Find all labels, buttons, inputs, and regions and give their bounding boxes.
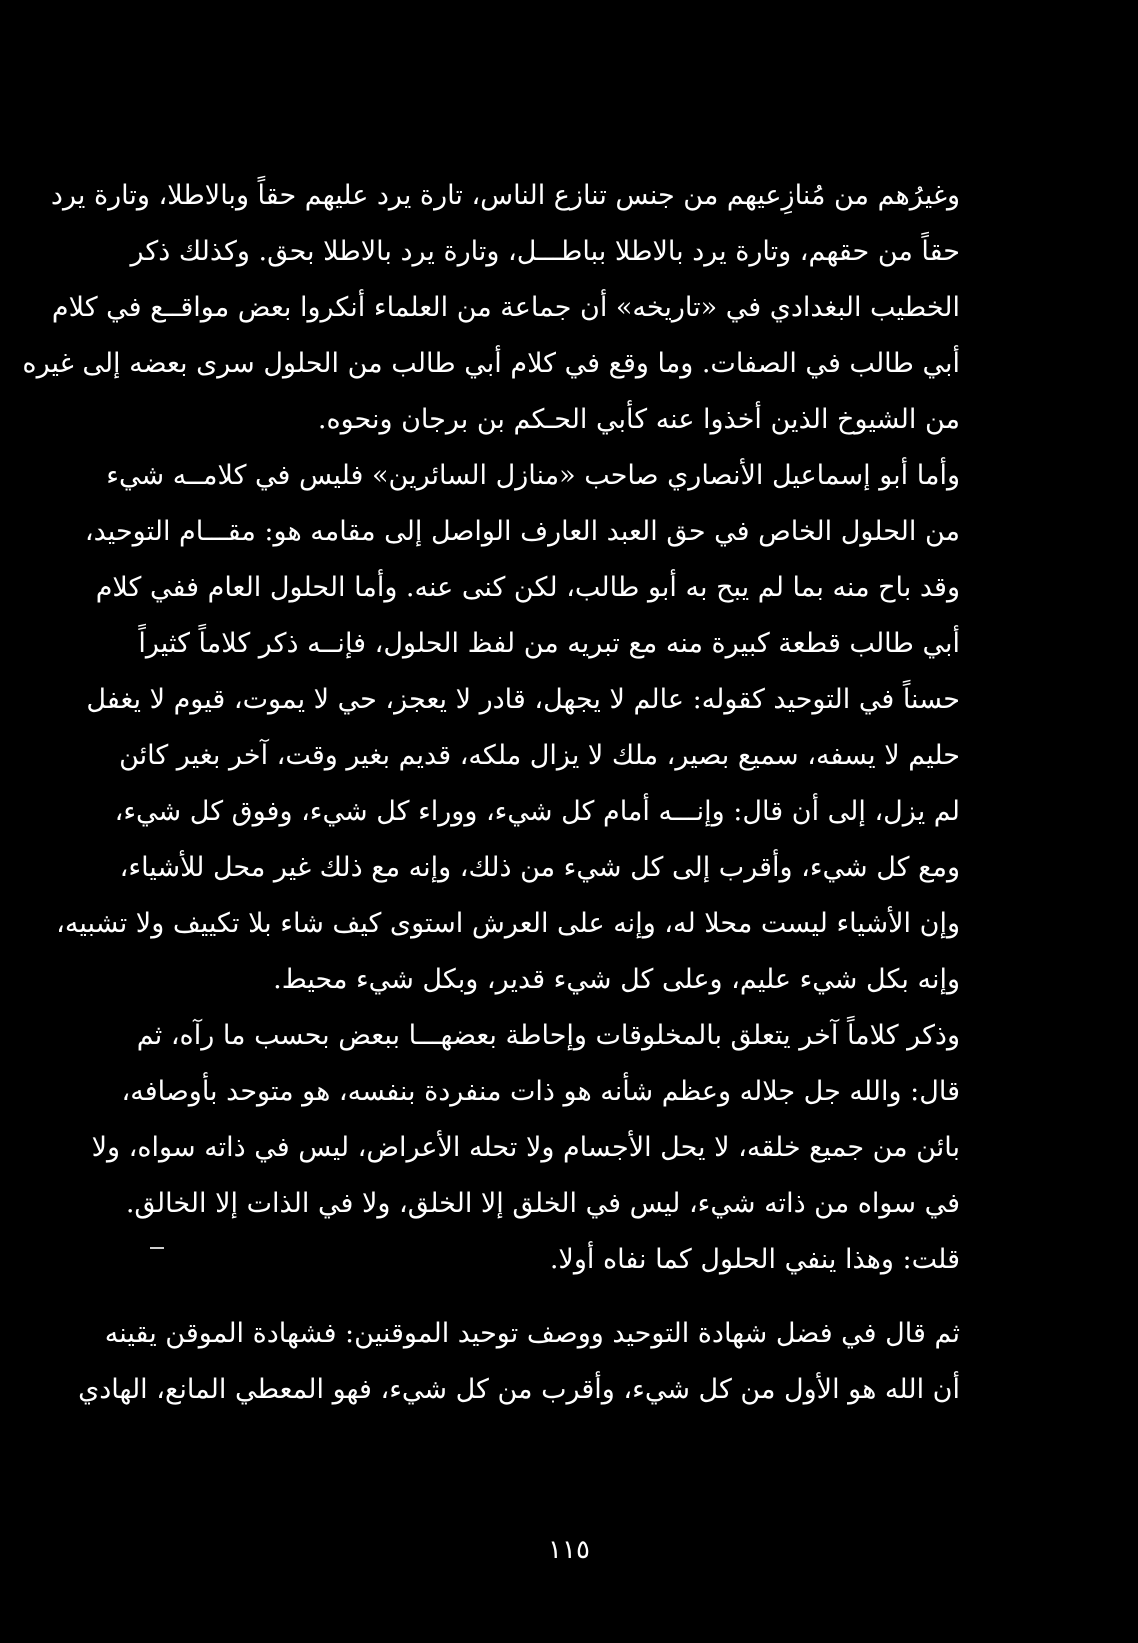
text-line: لم يزل، إلى أن قال: وإنـــه أمام كل شيء، ووراء كل شيء، وفوق كل شيء، [114,796,960,827]
text-line: من الحلول الخاص في حق العبد العارف الواصل إلى مقامه هو: مقـــام التوحيد، [84,516,960,547]
body-text [22,168,960,1418]
paragraph-start-line: وأما أبو إسماعيل الأنصاري صاحب «منازل السائرين» فليس في كلامــه شيء [106,460,960,491]
text-line: ومع كل شيء، وأقرب إلى كل شيء من ذلك، وإنه مع ذلك غير محل للأشياء، [119,852,960,883]
text-line: الخطيب البغدادي في «تاريخه» أن جماعة من العلماء أنكروا بعض مواقــع في كلام [51,292,960,323]
text-line: وغيرُهم من مُنازِعيهم من جنس تنازع الناس، تارة يرد عليهم حقاً وبالاطلا، وتارة يرد [50,180,960,211]
text-line: أن الله هو الأول من كل شيء، وأقرب من كل شيء، فهو المعطي المانع، الهادي [78,1374,960,1405]
text-line: من الشيوخ الذين أخذوا عنه كأبي الحـكم بن برجان ونحوه. [317,404,960,435]
text-line: أبي طالب في الصفات. وما وقع في كلام أبي طالب من الحلول سرى بعضه إلى غيره [22,348,960,379]
text-line: أبي طالب قطعة كبيرة منه مع تبريه من لفظ الحلول، فإنــه ذكر كلاماً كثيراً [138,628,960,659]
text-line: وإن الأشياء ليست محلا له، وإنه على العرش استوى كيف شاء بلا تكييف ولا تشبيه، [56,908,960,939]
text-line: حقاً من حقهم، وتارة يرد بالاطلا بباطـــل، وتارة يرد بالاطلا بحق. وكذلك ذكر [130,236,960,267]
paragraph-start-line: ثم قال في فضل شهادة التوحيد ووصف توحيد الموقنين: فشهادة الموقن يقينه [104,1318,960,1349]
text-line: وإنه بكل شيء عليم، وعلى كل شيء قدير، وبكل شيء محيط. [273,964,960,995]
text-line: حسناً في التوحيد كقوله: عالم لا يجهل، قادر لا يعجز، حي لا يموت، قيوم لا يغفل [86,684,960,715]
text-line: قلت: وهذا ينفي الحلول كما نفاه أولا. [549,1244,960,1275]
text-line: بائن من جميع خلقه، لا يحل الأجسام ولا تحله الأعراض، ليس في ذاته سواه، ولا [91,1132,960,1163]
text-line: قال: والله جل جلاله وعظم شأنه هو ذات منفردة بنفسه، هو متوحد بأوصافه، [121,1076,960,1107]
text-line: حليم لا يسفه، سميع بصير، ملك لا يزال ملكه، قديم بغير وقت، آخر بغير كائن [119,740,960,771]
margin-mark [150,1247,164,1249]
paragraph-start-line: وذكر كلاماً آخر يتعلق بالمخلوقات وإحاطة بعضهـــا ببعض بحسب ما رآه، ثم [136,1020,960,1051]
text-line: في سواه من ذاته شيء، ليس في الخلق إلا الخلق، ولا في الذات إلا الخالق. [125,1188,960,1219]
text-line: وقد باح منه بما لم يبح به أبو طالب، لكن كنى عنه. وأما الحلول العام ففي كلام [95,572,960,603]
page-number: ١١٥ [548,1535,590,1565]
